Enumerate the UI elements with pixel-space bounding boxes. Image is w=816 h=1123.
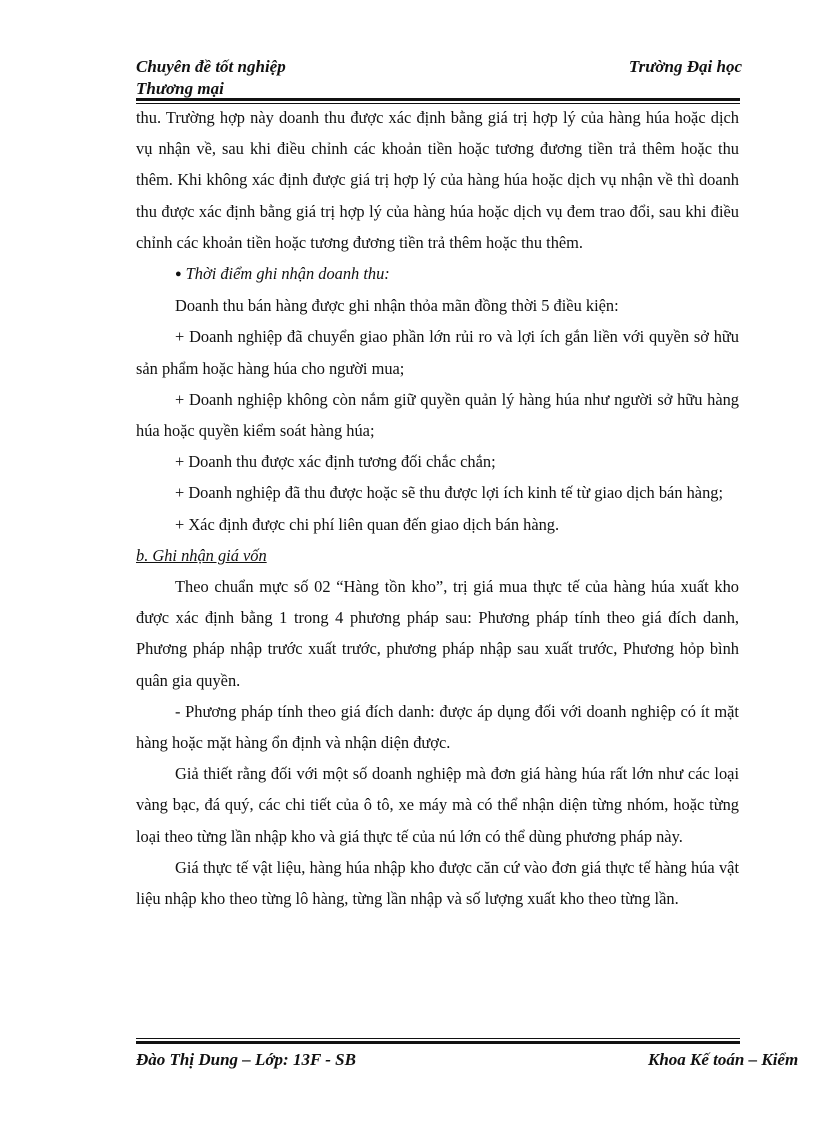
subheading-text: b. Ghi nhận giá vốn <box>136 545 267 565</box>
bullet-heading <box>136 258 739 290</box>
bullet-heading-text: Thời điểm ghi nhận doanh thu: <box>185 264 390 284</box>
paragraph-assumption: Giả thiết rằng đối với một số doanh nghiệp mà đơn giá hàng húa rất lớn như các loại vàng bạc, đá quý, các chi tiết của ô tô, xe máy mà có thể nhận diện từng nhóm, hoặc từng loại theo từng lần nhập kho và giá thực tế của nú lớn có thể dùng phương pháp này. <box>136 764 739 846</box>
condition-5: + Xác định được chi phí liên quan đến giao dịch bán hàng. <box>175 514 560 534</box>
footer-department: Khoa Kế toán – Kiểm <box>648 1050 799 1069</box>
footer-rule-thick <box>136 1041 740 1044</box>
condition-2: + Doanh nghiệp không còn nắm giữ quyền quản lý hàng húa như người sở hữu hàng húa hoặc quyền kiểm soát hàng húa; <box>136 389 739 441</box>
paragraph-inventory-standard: Theo chuẩn mực số 02 “Hàng tồn kho”, trị giá mua thực tế của hàng húa xuất kho được xác định bằng 1 trong 4 phương pháp sau: Phương pháp tính theo giá đích danh, Phương pháp nhập trước xuất trước, phương pháp nhập sau xuất trước, Phương hỏp bình quân gia quyền. <box>136 577 739 690</box>
bullet-dot-icon: ● <box>175 268 182 281</box>
footer-author: Đào Thị Dung – Lớp: 13F - SB <box>136 1050 356 1069</box>
condition-3: + Doanh thu được xác định tương đối chắc chắn; <box>175 452 496 472</box>
body-text <box>136 102 739 914</box>
paragraph-actual-price: Giá thực tế vật liệu, hàng húa nhập kho được căn cứ vào đơn giá thực tế hàng húa vật liệu nhập kho theo từng lô hàng, từng lần nhập và số lượng xuất kho theo từng lần. <box>136 857 739 909</box>
paragraph-specific-identification: - Phương pháp tính theo giá đích danh: được áp dụng đối với doanh nghiệp có ít mặt hàng hoặc mặt hàng ổn định và nhận diện được. <box>136 701 739 753</box>
header-title-line2: Thương mại <box>136 79 224 98</box>
footer-rule-thin <box>136 1038 740 1039</box>
header-left <box>136 56 286 100</box>
condition-1: + Doanh nghiệp đã chuyển giao phần lớn rủi ro và lợi ích gắn liền với quyền sở hữu sản phẩm hoặc hàng húa cho người mua; <box>136 327 739 378</box>
condition-4: + Doanh nghiệp đã thu được hoặc sẽ thu được lợi ích kinh tế từ giao dịch bán hàng; <box>175 483 724 503</box>
paragraph-conditions-intro: Doanh thu bán hàng được ghi nhận thỏa mãn đồng thời 5 điều kiện: <box>175 296 619 316</box>
header-right: Trường Đại học <box>628 57 742 76</box>
section-subheading <box>136 540 739 571</box>
paragraph-revenue-exchange: thu. Trường hợp này doanh thu được xác định bằng giá trị hợp lý của hàng húa hoặc dịch vụ nhận về, sau khi điều chỉnh các khoản tiền hoặc tương đương tiền trả thêm hoặc thu thêm. Khi không xác định được giá trị hợp lý của hàng húa hoặc dịch vụ nhận về thì doanh thu được xác định bằng giá trị hợp lý của hàng húa hoặc dịch vụ đem trao đổi, sau khi điều chỉnh các khoản tiền hoặc tương đương tiền trả thêm hoặc thu thêm. <box>136 108 739 252</box>
header-rule-thick <box>136 98 740 101</box>
header-title-line1: Chuyên đề tốt nghiệp <box>136 57 286 76</box>
